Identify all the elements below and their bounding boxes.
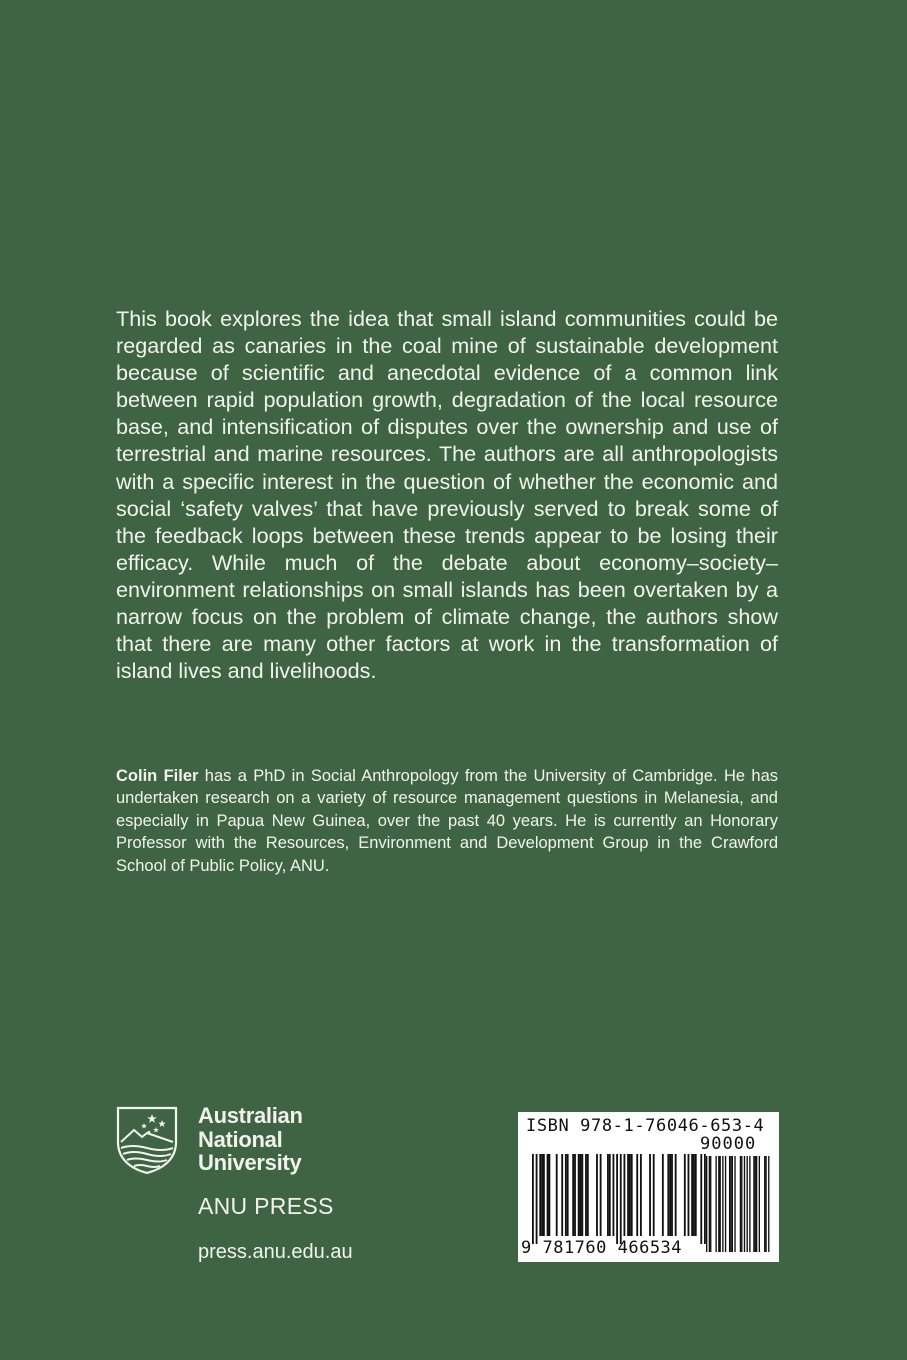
barcode-bar — [539, 1154, 541, 1236]
barcode-bar — [565, 1154, 567, 1236]
barcode-addon-bar — [715, 1156, 716, 1252]
barcode-addon-bar — [755, 1156, 756, 1252]
barcode-bar — [629, 1154, 631, 1236]
press-url[interactable]: press.anu.edu.au — [198, 1241, 353, 1263]
university-name-line-2: National — [198, 1126, 283, 1152]
barcode-bar — [541, 1154, 543, 1236]
barcode-addon-bar — [730, 1156, 731, 1252]
barcode-bar — [609, 1154, 611, 1236]
book-blurb: This book explores the idea that small island communities could be regarded as canaries in the coal mine of sustainable development because of scientific and anecdotal evidence of a common link between rapid population growth, degradation of the local resource base, and intensification of disputes over the ownership and use of terrestrial and marine resources. The authors are all anthropologists with a specific interest in the question of whether the economic and social ‘safety valves’ that have previously served to break some of the feedback loops between these trends appear to be losing their efficacy. While much of the debate about economy–society–environment relationships on small islands has been overtaken by a narrow focus on the problem of climate change, the authors show that there are many other factors at work in the transformation of island lives and livelihoods. — [116, 306, 778, 684]
barcode-addon-bar — [749, 1156, 750, 1252]
barcode-addon-bar — [710, 1156, 711, 1252]
barcode-bar — [580, 1154, 582, 1236]
barcode-addon-bar — [768, 1156, 769, 1252]
barcode-bar — [649, 1154, 651, 1236]
barcode-addon-bar — [759, 1156, 760, 1252]
barcode-bar — [578, 1154, 580, 1236]
author-name: Colin Filer — [116, 767, 199, 785]
press-name: ANU PRESS — [198, 1193, 334, 1219]
barcode-bar — [556, 1154, 558, 1236]
barcode-bar — [596, 1154, 598, 1236]
barcode-bar — [653, 1154, 655, 1236]
barcode-addon-bar — [718, 1156, 719, 1252]
barcode-bar — [585, 1154, 587, 1236]
barcode-bar — [547, 1154, 549, 1236]
barcode-addon-bar — [740, 1156, 741, 1252]
barcode-addon-bar — [765, 1156, 766, 1252]
barcode-addon-bar — [753, 1156, 754, 1252]
barcode-addon-bar — [709, 1156, 710, 1252]
barcode-addon-bar — [725, 1156, 726, 1252]
barcode-addon-bar — [747, 1156, 748, 1252]
barcode-bar — [620, 1154, 622, 1244]
barcode-bar — [581, 1154, 583, 1236]
barcode-addon-bar — [741, 1156, 742, 1252]
barcode-bar — [572, 1154, 574, 1236]
barcode-bar — [691, 1154, 693, 1236]
barcode-bar — [662, 1154, 664, 1236]
barcode-bar — [587, 1154, 589, 1236]
barcode-bar — [671, 1154, 673, 1236]
barcode-bar — [567, 1154, 569, 1236]
author-bio-text: has a PhD in Social Anthropology from the University of Cambridge. He has undertaken research on a variety of resource management questions in Melanesia, and especially in Papua New Guinea, over the past 40 years. He is currently an Honorary Professor with the Resources, Environment and Development Group in the Crawford School of Public Policy, ANU. — [116, 767, 778, 875]
price-addon-code: 90000 — [700, 1134, 757, 1154]
isbn-label: ISBN 978-1-76046-653-4 — [526, 1116, 765, 1136]
barcode-bar — [640, 1154, 642, 1236]
barcode-bar — [536, 1154, 538, 1244]
barcode-bar — [532, 1154, 534, 1244]
barcode-bar — [631, 1154, 633, 1236]
university-name-line-1: Australian — [198, 1103, 303, 1128]
barcode-bar — [600, 1154, 602, 1236]
barcode-bar — [613, 1154, 615, 1236]
university-name-line-3: University — [198, 1150, 302, 1175]
isbn-barcode — [518, 1112, 779, 1262]
barcode-bar — [561, 1154, 563, 1236]
barcode-bar — [688, 1154, 690, 1236]
barcode-bar — [636, 1154, 638, 1236]
barcode-bar — [684, 1154, 686, 1236]
barcode-bar — [695, 1154, 697, 1236]
barcode-bar — [627, 1154, 629, 1236]
author-bio — [116, 765, 778, 877]
barcode-bar — [667, 1154, 669, 1236]
barcode-bar — [675, 1154, 677, 1236]
barcode-bar — [548, 1154, 550, 1236]
barcode-bar — [616, 1154, 618, 1244]
barcode-digits: 9 781760 466534 — [521, 1238, 683, 1258]
barcode-addon-bar — [756, 1156, 757, 1252]
barcode-bar — [700, 1154, 702, 1244]
barcode-addon-bar — [732, 1156, 733, 1252]
barcode-addon-bar — [764, 1156, 765, 1252]
barcode-bar — [543, 1154, 545, 1236]
university-name — [198, 1104, 303, 1175]
barcode-bar — [704, 1154, 706, 1244]
barcode-bar — [607, 1154, 609, 1236]
barcode-addon-bar — [720, 1156, 721, 1252]
barcode-bar — [574, 1154, 576, 1236]
barcode-addon-bar — [744, 1156, 745, 1252]
barcode-bar — [669, 1154, 671, 1236]
barcode-addon-bar — [706, 1156, 707, 1252]
barcode-addon-bar — [722, 1156, 723, 1252]
barcode-addon-bar — [729, 1156, 730, 1252]
anu-crest-icon — [116, 1106, 178, 1174]
barcode-bar — [624, 1154, 626, 1236]
barcode-bar — [693, 1154, 695, 1236]
barcode-addon-bar — [734, 1156, 735, 1252]
